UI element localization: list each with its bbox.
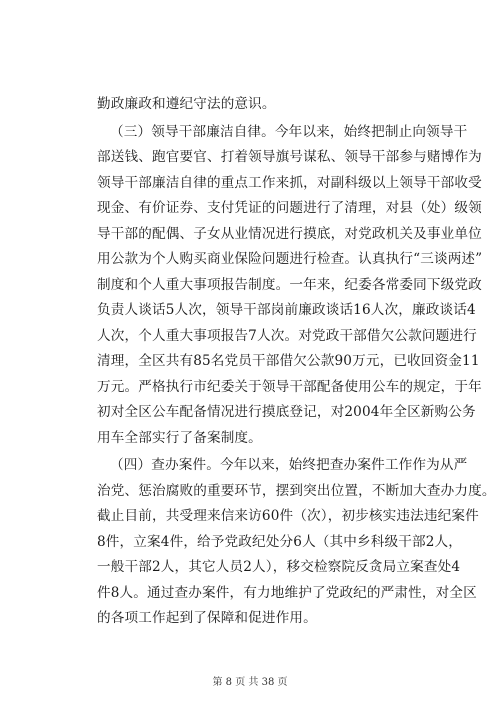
page-number-footer: 第 8 页 共 38 页	[212, 677, 288, 688]
document-body	[97, 92, 496, 632]
text-line: 导干部的配偶、子女从业情况进行摸底，对党政机关及事业单位	[97, 225, 482, 242]
text-line: 用公款为个人购买商业保险问题进行检查。认真执行“三谈两述”	[97, 251, 483, 267]
paragraph-heading-line: （三）领导干部廉洁自律。今年以来，始终把制止向领导干	[110, 123, 468, 140]
text-line: 现金、有价证券、支付凭证的问题进行了清理，对县（处）级领	[97, 200, 482, 216]
text-line: 初对全区公车配备情况进行摸底登记，对2004年全区新购公务	[97, 404, 476, 420]
text-line: 一般干部2人，其它人员2人），移交检察院反贪局立案查处4	[97, 559, 461, 575]
text-line: 负责人谈话5人次，领导干部岗前廉政谈话16人次，廉政谈话4	[97, 302, 476, 318]
text-line: 治党、惩治腐败的重要环节，摆到突出位置，不断加大查办力度。	[97, 482, 496, 499]
text-line: 人次，个人重大事项报告7人次。对党政干部借欠公款问题进行	[97, 327, 477, 344]
paragraph-heading-line: （四）查办案件。今年以来，始终把查办案件工作作为从严	[110, 457, 468, 473]
text-line: 勤政廉政和遵纪守法的意识。	[97, 96, 276, 112]
text-line: 8件，立案4件，给予党政纪处分6人（其中乡科级干部2人，	[97, 533, 463, 550]
text-line: 的各项工作起到了保障和促进作用。	[97, 610, 317, 626]
text-line: 万元。严格执行市纪委关于领导干部配备使用公车的规定，于年	[97, 378, 482, 395]
text-line: 截止目前，共受理来信来访60件（次），初步核实违法违纪案件	[97, 508, 479, 524]
text-line: 部送钱、跑官要官、打着领导旗号谋私、领导干部参与赌博作为	[97, 149, 482, 165]
text-line: 领导干部廉洁自律的重点工作来抓，对副科级以上领导干部收受	[97, 174, 482, 191]
text-line: 件8人。通过查办案件，有力地维护了党政纪的严肃性，对全区	[97, 584, 477, 601]
text-line: 清理，全区共有85名党员干部借欠公款90万元，已收回资金11	[97, 353, 480, 369]
text-line: 制度和个人重大事项报告制度。一年来，纪委各常委同下级党政	[97, 276, 482, 293]
text-line: 用车全部实行了备案制度。	[97, 429, 262, 446]
